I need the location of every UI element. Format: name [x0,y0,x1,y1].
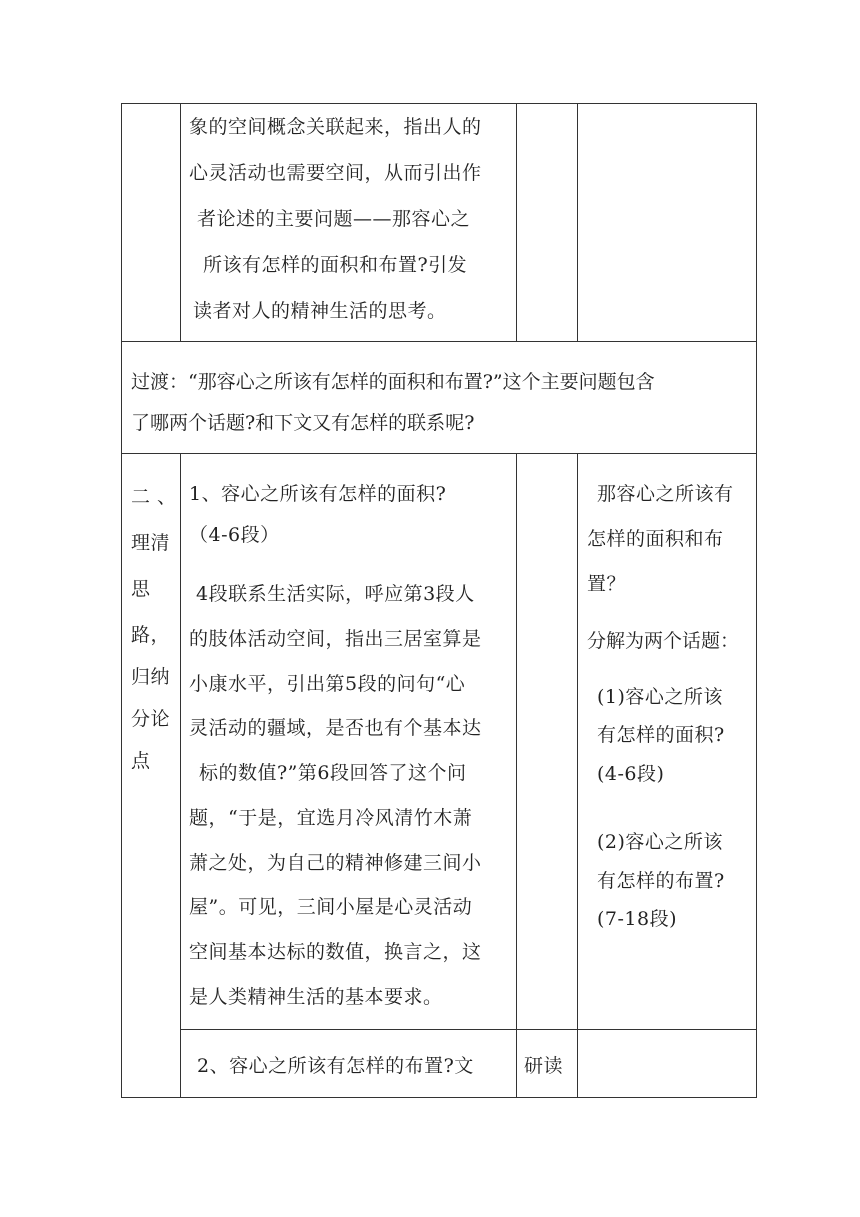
note-line: 有怎样的面积? [597,724,725,746]
table-top-border [121,103,757,104]
heading-line: 路， [131,624,171,646]
text-line: 灵活动的疆域，是否也有个基本达 [189,717,482,739]
row-divider [180,1029,757,1030]
text-line: 心灵活动也需要空间，从而引出作 [189,162,482,184]
text-line: 读者对人的精神生活的思考。 [193,300,447,322]
note-line: 有怎样的布置? [597,870,725,892]
heading-line: 点 [131,750,151,772]
heading-line: 分论 [131,708,171,730]
text-line: （4-6段） [189,524,280,546]
note-line: (4-6段) [597,763,665,785]
table-left-border [121,103,122,1098]
text-line: 4段联系生活实际，呼应第3段人 [196,583,475,605]
note-line: (2)容心之所该 [597,831,723,853]
table-bottom-border [121,1097,757,1098]
text-line: 题，“于是，宜选月冷风清竹木萧 [189,807,473,829]
heading-line: 思 [131,578,151,600]
heading-line: 归纳 [131,666,171,688]
text-line: 萧之处，为自己的精神修建三间小 [189,852,482,874]
text-line: 了哪两个话题?和下文又有怎样的联系呢? [131,412,475,434]
column-divider [577,103,578,341]
column-divider [180,103,181,341]
heading-line: 二 、 [131,486,177,508]
note-line: 分解为两个话题： [587,630,740,652]
text-line: 过渡：“那容心之所该有怎样的面积和布置?”这个主要问题包含 [131,371,655,393]
note-line: (1)容心之所该 [597,686,723,708]
text-line: 小康水平，引出第5段的问句“心 [189,673,466,695]
column-divider [180,453,181,1098]
column-divider [577,453,578,1098]
row-divider [121,341,757,342]
text-line: 2、容心之所该有怎样的布置?文 [197,1055,474,1077]
column-divider [516,103,517,341]
note-line: 怎样的面积和布 [587,528,724,550]
text-line: 是人类精神生活的基本要求。 [189,986,443,1008]
text-line: 的肢体活动空间，指出三居室算是 [189,628,482,650]
text-line: 1、容心之所该有怎样的面积? [189,483,447,505]
table-right-border [756,103,757,1098]
heading-line: 理清 [131,532,171,554]
text-line: 标的数值?”第6段回答了这个问 [199,762,467,784]
text-line: 者论述的主要问题——那容心之 [197,208,471,230]
note-line: (7-18段) [597,908,678,930]
text-line: 空间基本达标的数值，换言之，这 [189,941,482,963]
text-line: 屋”。可见，三间小屋是心灵活动 [189,896,473,918]
row-divider [121,453,757,454]
method-label: 研读 [524,1055,564,1077]
column-divider [516,453,517,1098]
text-line: 所该有怎样的面积和布置?引发 [203,254,468,276]
note-line: 那容心之所该有 [597,483,734,505]
note-line: 置？ [587,573,627,595]
text-line: 象的空间概念关联起来，指出人的 [189,116,482,138]
